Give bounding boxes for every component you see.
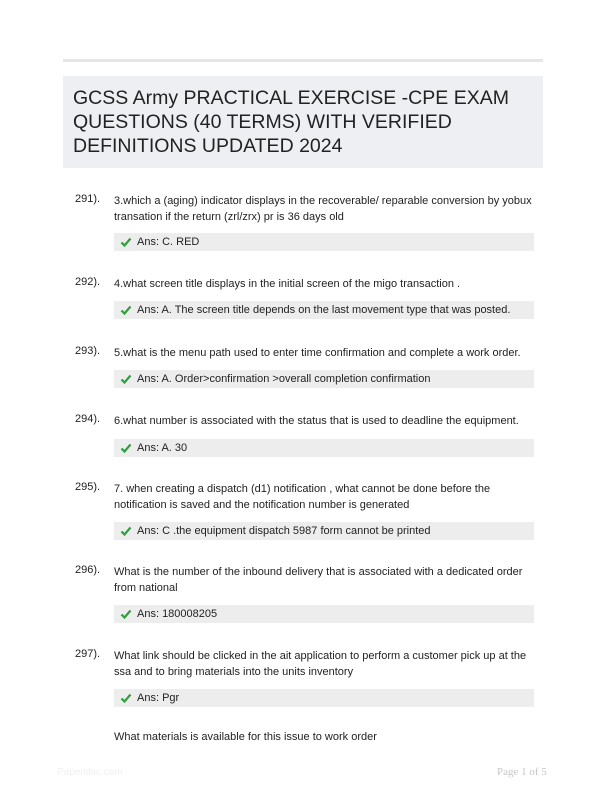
footer-watermark: Paperlibic.com bbox=[57, 767, 123, 778]
answer-box bbox=[114, 233, 534, 251]
question-text: 4.what screen title displays in the initial screen of the migo transaction . bbox=[114, 278, 461, 290]
checkmark-icon bbox=[120, 442, 132, 454]
page-indicator: Page 1 of 5 bbox=[497, 766, 547, 778]
answer-box bbox=[114, 370, 534, 388]
checkmark-icon bbox=[120, 373, 132, 385]
answer-box bbox=[114, 689, 534, 707]
question-text: 5.what is the menu path used to enter time confirmation and complete a work order. bbox=[114, 347, 521, 359]
answer-box bbox=[114, 301, 534, 319]
answer-text: Ans: A. The screen title depends on the last movement type that was posted. bbox=[137, 304, 511, 316]
answer-text: Ans: A. Order>confirmation >overall completion confirmation bbox=[137, 373, 431, 385]
checkmark-icon bbox=[120, 304, 132, 316]
item-number: 294). bbox=[75, 413, 101, 425]
question-text: 7. when creating a dispatch (d1) notification , what cannot be done before the notification is saved and the notification number is generated bbox=[114, 483, 491, 511]
checkmark-icon bbox=[120, 692, 132, 704]
item-number: 293). bbox=[75, 345, 101, 357]
question-text: 3.which a (aging) indicator displays in the recoverable/ reparable conversion by yobux transation if the return (zrl/zrx) pr is 36 days old bbox=[114, 195, 532, 223]
trailing-question-text: What materials is available for this issue to work order bbox=[114, 731, 377, 743]
answer-text: Ans: 180008205 bbox=[137, 608, 218, 620]
title-banner bbox=[63, 76, 543, 168]
question-text: What link should be clicked in the ait application to perform a customer pick up at the ssa and to bring materials into the units inventory bbox=[114, 650, 527, 678]
answer-box bbox=[114, 605, 534, 623]
question-text: What is the number of the inbound delivery that is associated with a dedicated order from national bbox=[114, 566, 523, 594]
answer-box bbox=[114, 522, 534, 540]
item-number: 297). bbox=[75, 648, 101, 660]
item-number: 296). bbox=[75, 564, 101, 576]
answer-text: Ans: A. 30 bbox=[137, 442, 188, 454]
question-text: 6.what number is associated with the status that is used to deadline the equipment. bbox=[114, 415, 519, 427]
item-number: 291). bbox=[75, 193, 101, 205]
document-title: GCSS Army PRACTICAL EXERCISE -CPE EXAM QUESTIONS (40 TERMS) WITH VERIFIED DEFINITIONS UPDATED 2024 bbox=[73, 87, 509, 157]
checkmark-icon bbox=[120, 525, 132, 537]
answer-text: Ans: Pgr bbox=[137, 692, 180, 704]
checkmark-icon bbox=[120, 236, 132, 248]
answer-box bbox=[114, 439, 534, 457]
item-number: 292). bbox=[75, 276, 101, 288]
top-divider bbox=[63, 59, 543, 62]
answer-text: Ans: C. RED bbox=[137, 236, 200, 248]
checkmark-icon bbox=[120, 608, 132, 620]
answer-text: Ans: C .the equipment dispatch 5987 form cannot be printed bbox=[137, 525, 431, 537]
item-number: 295). bbox=[75, 481, 101, 493]
